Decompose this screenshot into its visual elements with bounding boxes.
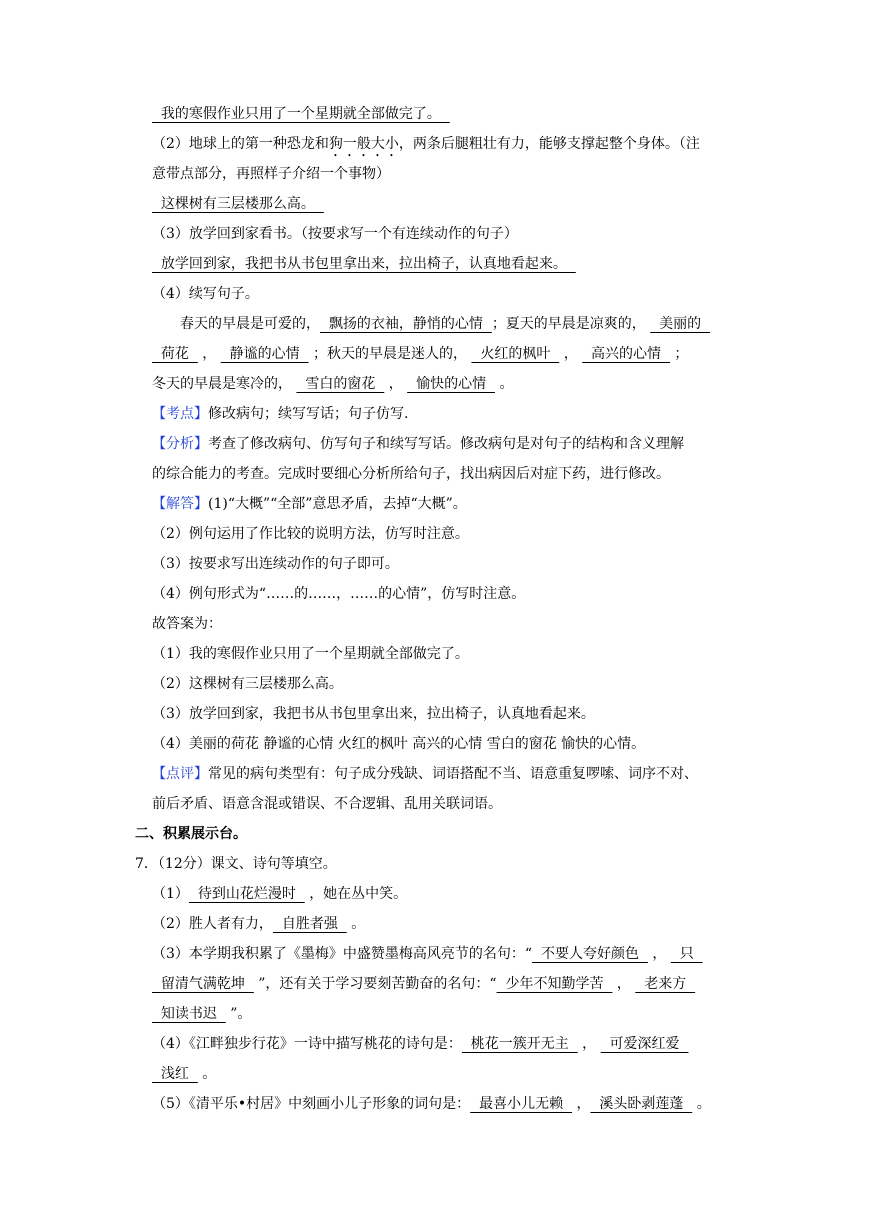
kaodian: 【考点】修改病句；续写写话；句子仿写. xyxy=(152,406,409,422)
q7-blank-4a: 桃花一簇开无主 xyxy=(461,1036,578,1052)
blank-4: 高兴的心情 xyxy=(582,346,670,362)
blank-5: 雪白的窗花 xyxy=(296,376,385,392)
q7-blank-4b-cont: 浅红 xyxy=(152,1066,198,1082)
q7-item-2: （2）胜人者有力， 自胜者强 。 xyxy=(152,916,366,932)
q7-blank-5b: 溪头卧剥莲蓬 xyxy=(590,1096,693,1112)
answer-1: 我的寒假作业只用了一个星期就全部做完了。 xyxy=(152,106,450,122)
dianping-line-2: 前后矛盾、语意含混或错误、不合逻辑、乱用关联词语。 xyxy=(152,796,502,812)
blank-3: 火红的枫叶 xyxy=(471,346,560,362)
example-phrase: 飘扬的衣袖，静悄的心情 xyxy=(320,316,492,332)
q7-blank-3c: 少年不知勤学苦 xyxy=(496,976,613,992)
question-2-cont: 意带点部分，再照样子介绍一个事物） xyxy=(152,166,390,182)
q7-blank-3a: 不要人夸好颜色 xyxy=(532,946,648,962)
dianping-line-1: 【点评】常见的病句类型有：句子成分残缺、词语搭配不当、语意重复啰嗦、词序不对、 xyxy=(152,766,698,782)
fenxi-line-1: 【分析】考查了修改病句、仿写句子和续写写话。修改病句是对句子的结构和含义理解 xyxy=(152,436,684,452)
question-2-line: （2）地球上的第一种恐龙和狗一般大小，两条后腿粗壮有力，能够支撑起整个身体。（注 xyxy=(152,136,700,152)
q7-blank-1: 待到山花烂漫时 xyxy=(188,886,305,902)
q7-item-4-line-1: （4）《江畔独步行花》一诗中描写桃花的诗句是： 桃花一簇开无主 ， 可爱深红爱 xyxy=(152,1036,689,1052)
answer-2: 这棵树有三层楼那么高。 xyxy=(152,196,324,212)
section-2-title: 二、积累展示台。 xyxy=(135,826,247,842)
q7-item-3-line-3: 知读书迟 ”。 xyxy=(152,1006,252,1022)
question-7-head: 7．（12分）课文、诗句等填空。 xyxy=(135,856,337,872)
q7-blank-4b: 可爱深红爱 xyxy=(600,1036,689,1052)
answer-line-1 xyxy=(152,104,742,124)
q4-line-3: 冬天的早晨是寒冷的， 雪白的窗花 ， 愉快的心情 。 xyxy=(152,376,514,392)
q7-item-3-line-2: 留清气满乾坤 ”，还有关于学习要刻苦勤奋的名句：“ 少年不知勤学苦 ， 老来方 xyxy=(152,976,696,992)
jieda-line-7: （2）这棵树有三层楼那么高。 xyxy=(152,676,343,692)
kaodian-tag: 【考点】 xyxy=(152,406,208,422)
q7-item-1: （1） 待到山花烂漫时 ，她在丛中笑。 xyxy=(152,886,408,902)
q7-blank-3d-cont: 知读书迟 xyxy=(152,1006,226,1022)
jieda-line-4: （4）例句形式为“……的……，……的心情”，仿写时注意。 xyxy=(152,586,526,602)
q4-line-1: 春天的早晨是可爱的， 飘扬的衣袖，静悄的心情 ；夏天的早晨是凉爽的， 美丽的 xyxy=(180,316,711,332)
blank-1b: 荷花 xyxy=(152,346,198,362)
dianping-tag: 【点评】 xyxy=(152,766,208,782)
dotted-text: 狗一般大小 xyxy=(328,136,399,152)
q4-line-2: 荷花 ， 静谧的心情 ；秋天的早晨是迷人的， 火红的枫叶 ， 高兴的心情 ； xyxy=(152,346,689,362)
q7-item-5: （5）《清平乐•村居》中刻画小儿子形象的词句是： 最喜小儿无赖 ， 溪头卧剥莲蓬 。 xyxy=(152,1096,711,1112)
answer-line-2 xyxy=(152,194,742,214)
q7-blank-3b: 只 xyxy=(670,946,703,962)
blank-6: 愉快的心情 xyxy=(407,376,495,392)
q7-blank-2: 自胜者强 xyxy=(272,916,347,932)
jieda-tag: 【解答】 xyxy=(152,496,208,512)
q7-blank-3d: 老来方 xyxy=(635,976,696,992)
answer-3: 放学回到家，我把书从书包里拿出来，拉出椅子，认真地看起来。 xyxy=(152,256,576,272)
jieda-line-6: （1）我的寒假作业只用了一个星期就全部做完了。 xyxy=(152,646,469,662)
q7-blank-3b-cont: 留清气满乾坤 xyxy=(152,976,254,992)
blank-1a: 美丽的 xyxy=(650,316,711,332)
jieda-line-9: （4）美丽的荷花 静谧的心情 火红的枫叶 高兴的心情 雪白的窗花 愉快的心情。 xyxy=(152,736,646,752)
question-3: （3）放学回到家看书。（按要求写一个有连续动作的句子） xyxy=(152,226,518,242)
jieda-line-5: 故答案为： xyxy=(152,616,222,632)
fenxi-tag: 【分析】 xyxy=(152,436,208,452)
fenxi-line-2: 的综合能力的考查。完成时要细心分析所给句子，找出病因后对症下药，进行修改。 xyxy=(152,466,670,482)
jieda-line-1: 【解答】(1)“大概”“全部”意思矛盾，去掉“大概”。 xyxy=(152,496,467,512)
answer-line-3 xyxy=(152,254,742,274)
jieda-line-2: （2）例句运用了作比较的说明方法，仿写时注意。 xyxy=(152,526,469,542)
q7-item-3-line-1: （3）本学期我积累了《墨梅》中盛赞墨梅高风亮节的名句：“ 不要人夸好颜色 ， 只 xyxy=(152,946,703,962)
q7-blank-5a: 最喜小儿无赖 xyxy=(470,1096,572,1112)
jieda-line-8: （3）放学回到家，我把书从书包里拿出来，拉出椅子，认真地看起来。 xyxy=(152,706,595,722)
blank-2: 静谧的心情 xyxy=(220,346,309,362)
question-4: （4）续写句子。 xyxy=(152,286,259,302)
q7-item-4-line-2: 浅红 。 xyxy=(152,1066,217,1082)
jieda-line-3: （3）按要求写出连续动作的句子即可。 xyxy=(152,556,399,572)
